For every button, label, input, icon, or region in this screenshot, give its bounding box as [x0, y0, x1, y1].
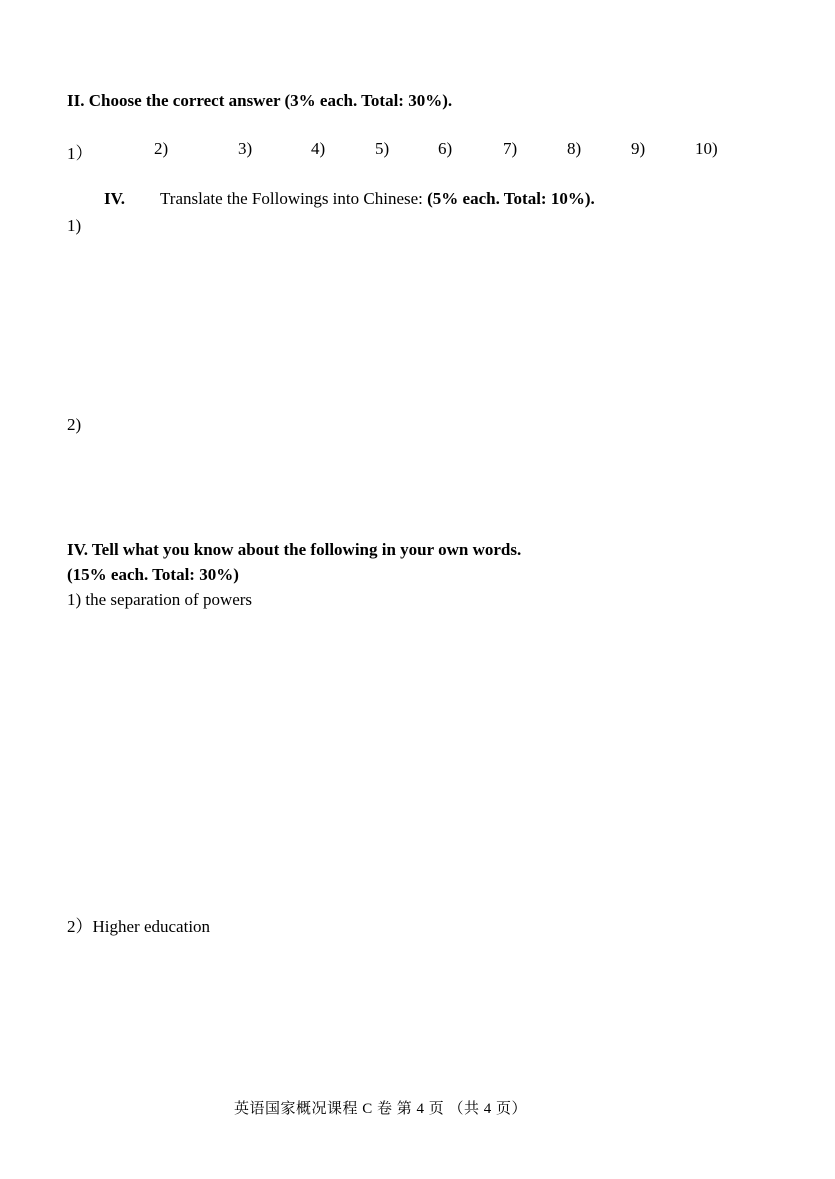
translation-item-2: 2) — [67, 415, 82, 434]
answer-number-2: 2) — [154, 139, 169, 158]
answer-number-3: 3) — [238, 139, 253, 158]
section-3-numeral: IV. — [104, 189, 125, 208]
section-3-instruction: Translate the Followings into Chinese: — [160, 189, 423, 208]
page-footer: 英语国家概况课程 C 卷 第 4 页 （共 4 页） — [234, 1101, 528, 1117]
essay-item-2: 2）Higher education — [67, 917, 211, 936]
section-2-title: II. Choose the correct answer (3% each. Total: 30%). — [67, 91, 453, 110]
essay-item-1: 1) the separation of powers — [67, 590, 253, 609]
section-4-title: IV. Tell what you know about the following in your own words. — [67, 540, 522, 559]
answer-number-8: 8) — [567, 139, 582, 158]
answer-number-10: 10) — [695, 139, 718, 158]
answer-number-6: 6) — [438, 139, 453, 158]
answer-number-1: 1） — [67, 144, 93, 163]
translation-item-1: 1) — [67, 216, 82, 235]
answer-number-4: 4) — [311, 139, 326, 158]
answer-number-5: 5) — [375, 139, 390, 158]
answer-number-9: 9) — [631, 139, 646, 158]
answer-number-7: 7) — [503, 139, 518, 158]
section-4-scoring: (15% each. Total: 30%) — [67, 565, 239, 584]
section-3-scoring: (5% each. Total: 10%). — [427, 189, 595, 208]
